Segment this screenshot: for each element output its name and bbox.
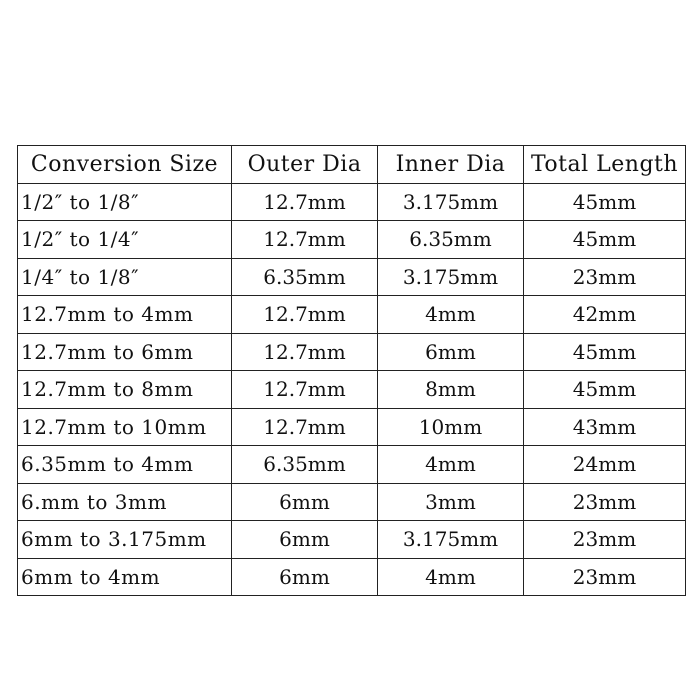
cell-conversion-size: 6mm to 3.175mm: [18, 521, 232, 559]
table-row: [18, 183, 686, 221]
cell-conversion-size: 6mm to 4mm: [18, 558, 232, 596]
cell-outer-dia: 6mm: [232, 521, 378, 559]
cell-total-length: 23mm: [524, 258, 686, 296]
cell-outer-dia: 6.35mm: [232, 446, 378, 484]
cell-inner-dia: 3.175mm: [378, 258, 524, 296]
cell-inner-dia: 4mm: [378, 296, 524, 334]
table-row: [18, 558, 686, 596]
table-row: [18, 483, 686, 521]
table-row: [18, 296, 686, 334]
cell-outer-dia: 12.7mm: [232, 408, 378, 446]
cell-total-length: 42mm: [524, 296, 686, 334]
table-row: [18, 371, 686, 409]
cell-conversion-size: 12.7mm to 8mm: [18, 371, 232, 409]
cell-total-length: 23mm: [524, 521, 686, 559]
cell-inner-dia: 3mm: [378, 483, 524, 521]
size-conversion-table-wrapper: [17, 145, 685, 596]
table-row: [18, 408, 686, 446]
header-outer-dia: Outer Dia: [232, 146, 378, 184]
table-row: [18, 446, 686, 484]
cell-outer-dia: 12.7mm: [232, 221, 378, 259]
cell-outer-dia: 6.35mm: [232, 258, 378, 296]
cell-outer-dia: 12.7mm: [232, 333, 378, 371]
cell-conversion-size: 6.mm to 3mm: [18, 483, 232, 521]
cell-conversion-size: 12.7mm to 10mm: [18, 408, 232, 446]
table-row: [18, 221, 686, 259]
table-row: [18, 521, 686, 559]
cell-total-length: 45mm: [524, 333, 686, 371]
cell-inner-dia: 4mm: [378, 558, 524, 596]
cell-inner-dia: 10mm: [378, 408, 524, 446]
cell-inner-dia: 3.175mm: [378, 521, 524, 559]
cell-inner-dia: 4mm: [378, 446, 524, 484]
table-row: [18, 258, 686, 296]
cell-outer-dia: 12.7mm: [232, 183, 378, 221]
header-inner-dia: Inner Dia: [378, 146, 524, 184]
cell-conversion-size: 1/2″ to 1/8″: [18, 183, 232, 221]
cell-total-length: 45mm: [524, 371, 686, 409]
cell-outer-dia: 12.7mm: [232, 296, 378, 334]
cell-total-length: 24mm: [524, 446, 686, 484]
table-header-row: [18, 146, 686, 184]
cell-inner-dia: 6mm: [378, 333, 524, 371]
cell-conversion-size: 6.35mm to 4mm: [18, 446, 232, 484]
header-total-length: Total Length: [524, 146, 686, 184]
cell-total-length: 23mm: [524, 483, 686, 521]
cell-total-length: 45mm: [524, 183, 686, 221]
cell-conversion-size: 12.7mm to 4mm: [18, 296, 232, 334]
header-conversion-size: Conversion Size: [18, 146, 232, 184]
cell-conversion-size: 1/4″ to 1/8″: [18, 258, 232, 296]
cell-total-length: 43mm: [524, 408, 686, 446]
cell-inner-dia: 3.175mm: [378, 183, 524, 221]
size-conversion-table: [17, 145, 686, 596]
table-row: [18, 333, 686, 371]
cell-total-length: 23mm: [524, 558, 686, 596]
cell-inner-dia: 6.35mm: [378, 221, 524, 259]
cell-outer-dia: 6mm: [232, 558, 378, 596]
cell-total-length: 45mm: [524, 221, 686, 259]
cell-outer-dia: 12.7mm: [232, 371, 378, 409]
cell-inner-dia: 8mm: [378, 371, 524, 409]
cell-outer-dia: 6mm: [232, 483, 378, 521]
cell-conversion-size: 12.7mm to 6mm: [18, 333, 232, 371]
cell-conversion-size: 1/2″ to 1/4″: [18, 221, 232, 259]
